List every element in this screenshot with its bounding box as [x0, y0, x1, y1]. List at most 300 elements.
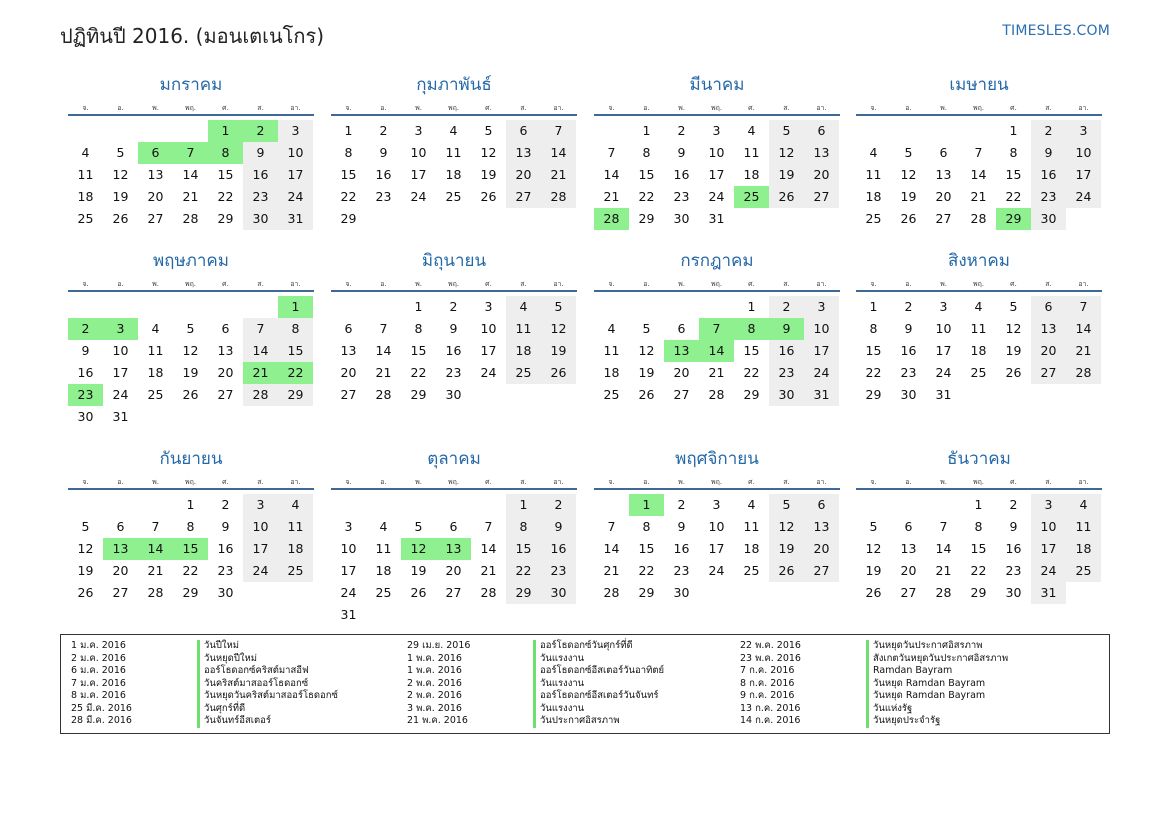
day-cell[interactable]: 9: [677, 145, 686, 160]
day-cell[interactable]: 27: [1031, 362, 1066, 384]
day-cell[interactable]: 15: [173, 538, 208, 560]
day-cell[interactable]: 3: [712, 123, 721, 138]
day-cell[interactable]: 24: [243, 560, 278, 582]
day-cell[interactable]: 16: [673, 541, 690, 556]
day-cell[interactable]: 7: [607, 519, 616, 534]
day-cell[interactable]: 23: [769, 362, 804, 384]
day-cell[interactable]: 27: [804, 186, 839, 208]
day-cell[interactable]: 8: [1009, 145, 1018, 160]
day-cell[interactable]: 9: [769, 318, 804, 340]
day-cell[interactable]: 29: [743, 387, 760, 402]
day-cell[interactable]: 14: [603, 167, 620, 182]
day-cell[interactable]: 16: [673, 167, 690, 182]
day-cell[interactable]: 8: [869, 321, 878, 336]
day-cell[interactable]: 21: [970, 189, 987, 204]
day-cell[interactable]: 17: [1066, 164, 1101, 186]
day-cell[interactable]: 1: [506, 494, 541, 516]
day-cell[interactable]: 6: [904, 519, 913, 534]
day-cell[interactable]: 16: [217, 541, 234, 556]
day-cell[interactable]: 13: [217, 343, 234, 358]
day-cell[interactable]: 19: [638, 365, 655, 380]
day-cell[interactable]: 2: [449, 299, 458, 314]
day-cell[interactable]: 13: [804, 516, 839, 538]
day-cell[interactable]: 30: [217, 585, 234, 600]
day-cell[interactable]: 8: [506, 516, 541, 538]
day-cell[interactable]: 3: [344, 519, 353, 534]
day-cell[interactable]: 6: [804, 494, 839, 516]
day-cell[interactable]: 1: [186, 497, 195, 512]
day-cell[interactable]: 1: [414, 299, 423, 314]
day-cell[interactable]: 9: [379, 145, 388, 160]
day-cell[interactable]: 9: [541, 516, 576, 538]
day-cell[interactable]: 18: [506, 340, 541, 362]
day-cell[interactable]: 25: [743, 563, 760, 578]
day-cell[interactable]: 29: [410, 387, 427, 402]
day-cell[interactable]: 7: [151, 519, 160, 534]
day-cell[interactable]: 26: [112, 211, 129, 226]
day-cell[interactable]: 13: [900, 541, 917, 556]
day-cell[interactable]: 1: [974, 497, 983, 512]
day-cell[interactable]: 4: [747, 497, 756, 512]
day-cell[interactable]: 10: [340, 541, 357, 556]
day-cell[interactable]: 11: [445, 145, 462, 160]
day-cell[interactable]: 23: [375, 189, 392, 204]
day-cell[interactable]: 16: [1005, 541, 1022, 556]
day-cell[interactable]: 31: [804, 384, 839, 406]
day-cell[interactable]: 20: [112, 563, 129, 578]
day-cell[interactable]: 12: [638, 343, 655, 358]
day-cell[interactable]: 25: [734, 186, 769, 208]
day-cell[interactable]: 16: [445, 343, 462, 358]
day-cell[interactable]: 2: [1009, 497, 1018, 512]
day-cell[interactable]: 24: [1066, 186, 1101, 208]
day-cell[interactable]: 6: [116, 519, 125, 534]
day-cell[interactable]: 23: [673, 563, 690, 578]
day-cell[interactable]: 21: [182, 189, 199, 204]
day-cell[interactable]: 24: [935, 365, 952, 380]
day-cell[interactable]: 4: [747, 123, 756, 138]
day-cell[interactable]: 11: [603, 343, 620, 358]
day-cell[interactable]: 26: [541, 362, 576, 384]
day-cell[interactable]: 4: [607, 321, 616, 336]
day-cell[interactable]: 5: [869, 519, 878, 534]
day-cell[interactable]: 23: [1005, 563, 1022, 578]
day-cell[interactable]: 21: [935, 563, 952, 578]
day-cell[interactable]: 27: [217, 387, 234, 402]
day-cell[interactable]: 15: [340, 167, 357, 182]
day-cell[interactable]: 28: [541, 186, 576, 208]
day-cell[interactable]: 12: [112, 167, 129, 182]
day-cell[interactable]: 6: [138, 142, 173, 164]
day-cell[interactable]: 20: [900, 563, 917, 578]
day-cell[interactable]: 13: [664, 340, 699, 362]
day-cell[interactable]: 9: [243, 142, 278, 164]
day-cell[interactable]: 28: [375, 387, 392, 402]
day-cell[interactable]: 19: [480, 167, 497, 182]
day-cell[interactable]: 16: [243, 164, 278, 186]
day-cell[interactable]: 24: [112, 387, 129, 402]
day-cell[interactable]: 18: [278, 538, 313, 560]
day-cell[interactable]: 4: [506, 296, 541, 318]
day-cell[interactable]: 29: [865, 387, 882, 402]
day-cell[interactable]: 21: [541, 164, 576, 186]
day-cell[interactable]: 16: [900, 343, 917, 358]
day-cell[interactable]: 11: [865, 167, 882, 182]
day-cell[interactable]: 25: [970, 365, 987, 380]
day-cell[interactable]: 9: [449, 321, 458, 336]
day-cell[interactable]: 20: [804, 164, 839, 186]
day-cell[interactable]: 31: [112, 409, 129, 424]
day-cell[interactable]: 22: [278, 362, 313, 384]
day-cell[interactable]: 20: [340, 365, 357, 380]
day-cell[interactable]: 26: [865, 585, 882, 600]
day-cell[interactable]: 29: [278, 384, 313, 406]
day-cell[interactable]: 20: [506, 164, 541, 186]
day-cell[interactable]: 12: [480, 145, 497, 160]
day-cell[interactable]: 29: [638, 211, 655, 226]
day-cell[interactable]: 21: [603, 563, 620, 578]
day-cell[interactable]: 6: [506, 120, 541, 142]
day-cell[interactable]: 15: [278, 340, 313, 362]
day-cell[interactable]: 9: [81, 343, 90, 358]
day-cell[interactable]: 27: [506, 186, 541, 208]
day-cell[interactable]: 31: [340, 607, 357, 622]
day-cell[interactable]: 28: [708, 387, 725, 402]
day-cell[interactable]: 4: [278, 494, 313, 516]
day-cell[interactable]: 14: [935, 541, 952, 556]
day-cell[interactable]: 4: [151, 321, 160, 336]
day-cell[interactable]: 17: [278, 164, 313, 186]
day-cell[interactable]: 13: [340, 343, 357, 358]
day-cell[interactable]: 5: [541, 296, 576, 318]
day-cell[interactable]: 26: [1005, 365, 1022, 380]
day-cell[interactable]: 23: [900, 365, 917, 380]
day-cell[interactable]: 15: [217, 167, 234, 182]
day-cell[interactable]: 7: [607, 145, 616, 160]
day-cell[interactable]: 11: [77, 167, 94, 182]
day-cell[interactable]: 18: [743, 541, 760, 556]
day-cell[interactable]: 5: [414, 519, 423, 534]
day-cell[interactable]: 14: [182, 167, 199, 182]
day-cell[interactable]: 17: [243, 538, 278, 560]
day-cell[interactable]: 14: [970, 167, 987, 182]
day-cell[interactable]: 21: [147, 563, 164, 578]
day-cell[interactable]: 28: [147, 585, 164, 600]
day-cell[interactable]: 2: [1031, 120, 1066, 142]
day-cell[interactable]: 11: [743, 145, 760, 160]
day-cell[interactable]: 7: [939, 519, 948, 534]
day-cell[interactable]: 21: [603, 189, 620, 204]
day-cell[interactable]: 17: [708, 541, 725, 556]
day-cell[interactable]: 29: [638, 585, 655, 600]
day-cell[interactable]: 5: [484, 123, 493, 138]
day-cell[interactable]: 6: [221, 321, 230, 336]
day-cell[interactable]: 7: [484, 519, 493, 534]
day-cell[interactable]: 27: [900, 585, 917, 600]
day-cell[interactable]: 22: [743, 365, 760, 380]
day-cell[interactable]: 10: [480, 321, 497, 336]
day-cell[interactable]: 21: [375, 365, 392, 380]
day-cell[interactable]: 14: [480, 541, 497, 556]
day-cell[interactable]: 13: [103, 538, 138, 560]
day-cell[interactable]: 31: [278, 208, 313, 230]
day-cell[interactable]: 28: [970, 211, 987, 226]
day-cell[interactable]: 17: [708, 167, 725, 182]
day-cell[interactable]: 13: [804, 142, 839, 164]
day-cell[interactable]: 22: [506, 560, 541, 582]
day-cell[interactable]: 20: [217, 365, 234, 380]
day-cell[interactable]: 9: [677, 519, 686, 534]
day-cell[interactable]: 18: [1066, 538, 1101, 560]
day-cell[interactable]: 7: [1066, 296, 1101, 318]
day-cell[interactable]: 1: [208, 120, 243, 142]
day-cell[interactable]: 5: [186, 321, 195, 336]
day-cell[interactable]: 17: [340, 563, 357, 578]
day-cell[interactable]: 2: [677, 123, 686, 138]
day-cell[interactable]: 10: [935, 321, 952, 336]
day-cell[interactable]: 19: [769, 538, 804, 560]
day-cell[interactable]: 8: [278, 318, 313, 340]
day-cell[interactable]: 27: [935, 211, 952, 226]
day-cell[interactable]: 10: [1066, 142, 1101, 164]
day-cell[interactable]: 2: [68, 318, 103, 340]
day-cell[interactable]: 29: [340, 211, 357, 226]
day-cell[interactable]: 10: [1031, 516, 1066, 538]
day-cell[interactable]: 27: [673, 387, 690, 402]
day-cell[interactable]: 13: [1031, 318, 1066, 340]
day-cell[interactable]: 22: [217, 189, 234, 204]
day-cell[interactable]: 7: [541, 120, 576, 142]
day-cell[interactable]: 9: [1031, 142, 1066, 164]
day-cell[interactable]: 3: [1031, 494, 1066, 516]
day-cell[interactable]: 16: [769, 340, 804, 362]
day-cell[interactable]: 18: [77, 189, 94, 204]
day-cell[interactable]: 18: [743, 167, 760, 182]
day-cell[interactable]: 27: [340, 387, 357, 402]
day-cell[interactable]: 2: [769, 296, 804, 318]
day-cell[interactable]: 6: [1031, 296, 1066, 318]
day-cell[interactable]: 14: [699, 340, 734, 362]
day-cell[interactable]: 26: [769, 560, 804, 582]
day-cell[interactable]: 15: [743, 343, 760, 358]
day-cell[interactable]: 13: [436, 538, 471, 560]
day-cell[interactable]: 8: [642, 519, 651, 534]
day-cell[interactable]: 12: [865, 541, 882, 556]
day-cell[interactable]: 4: [449, 123, 458, 138]
day-cell[interactable]: 19: [410, 563, 427, 578]
day-cell[interactable]: 14: [1066, 318, 1101, 340]
day-cell[interactable]: 30: [445, 387, 462, 402]
day-cell[interactable]: 10: [410, 145, 427, 160]
day-cell[interactable]: 6: [344, 321, 353, 336]
day-cell[interactable]: 2: [243, 120, 278, 142]
day-cell[interactable]: 10: [708, 145, 725, 160]
day-cell[interactable]: 30: [673, 211, 690, 226]
day-cell[interactable]: 28: [182, 211, 199, 226]
day-cell[interactable]: 2: [904, 299, 913, 314]
day-cell[interactable]: 15: [410, 343, 427, 358]
day-cell[interactable]: 4: [1066, 494, 1101, 516]
day-cell[interactable]: 24: [1031, 560, 1066, 582]
day-cell[interactable]: 18: [603, 365, 620, 380]
day-cell[interactable]: 5: [769, 120, 804, 142]
day-cell[interactable]: 21: [480, 563, 497, 578]
day-cell[interactable]: 17: [935, 343, 952, 358]
day-cell[interactable]: 25: [278, 560, 313, 582]
day-cell[interactable]: 27: [147, 211, 164, 226]
day-cell[interactable]: 1: [869, 299, 878, 314]
day-cell[interactable]: 22: [638, 563, 655, 578]
day-cell[interactable]: 10: [278, 142, 313, 164]
day-cell[interactable]: 3: [278, 120, 313, 142]
day-cell[interactable]: 8: [208, 142, 243, 164]
day-cell[interactable]: 5: [769, 494, 804, 516]
day-cell[interactable]: 13: [935, 167, 952, 182]
day-cell[interactable]: 10: [112, 343, 129, 358]
day-cell[interactable]: 29: [996, 208, 1031, 230]
day-cell[interactable]: 24: [340, 585, 357, 600]
day-cell[interactable]: 3: [414, 123, 423, 138]
day-cell[interactable]: 6: [677, 321, 686, 336]
day-cell[interactable]: 16: [541, 538, 576, 560]
day-cell[interactable]: 29: [970, 585, 987, 600]
day-cell[interactable]: 29: [182, 585, 199, 600]
day-cell[interactable]: 13: [506, 142, 541, 164]
day-cell[interactable]: 26: [900, 211, 917, 226]
day-cell[interactable]: 12: [541, 318, 576, 340]
day-cell[interactable]: 16: [1031, 164, 1066, 186]
day-cell[interactable]: 22: [410, 365, 427, 380]
day-cell[interactable]: 7: [173, 142, 208, 164]
day-cell[interactable]: 15: [1005, 167, 1022, 182]
day-cell[interactable]: 30: [673, 585, 690, 600]
day-cell[interactable]: 25: [375, 585, 392, 600]
day-cell[interactable]: 19: [182, 365, 199, 380]
day-cell[interactable]: 30: [1005, 585, 1022, 600]
day-cell[interactable]: 2: [221, 497, 230, 512]
day-cell[interactable]: 9: [904, 321, 913, 336]
day-cell[interactable]: 26: [77, 585, 94, 600]
day-cell[interactable]: 23: [541, 560, 576, 582]
day-cell[interactable]: 19: [900, 189, 917, 204]
day-cell[interactable]: 9: [1009, 519, 1018, 534]
day-cell[interactable]: 11: [743, 519, 760, 534]
day-cell[interactable]: 19: [112, 189, 129, 204]
day-cell[interactable]: 20: [673, 365, 690, 380]
day-cell[interactable]: 6: [804, 120, 839, 142]
day-cell[interactable]: 28: [243, 384, 278, 406]
day-cell[interactable]: 25: [603, 387, 620, 402]
day-cell[interactable]: 12: [77, 541, 94, 556]
day-cell[interactable]: 18: [147, 365, 164, 380]
day-cell[interactable]: 24: [708, 563, 725, 578]
day-cell[interactable]: 23: [1031, 186, 1066, 208]
day-cell[interactable]: 15: [638, 541, 655, 556]
day-cell[interactable]: 5: [1009, 299, 1018, 314]
day-cell[interactable]: 3: [243, 494, 278, 516]
day-cell[interactable]: 12: [900, 167, 917, 182]
day-cell[interactable]: 23: [217, 563, 234, 578]
day-cell[interactable]: 12: [1005, 321, 1022, 336]
day-cell[interactable]: 12: [769, 516, 804, 538]
day-cell[interactable]: 7: [379, 321, 388, 336]
day-cell[interactable]: 1: [1009, 123, 1018, 138]
day-cell[interactable]: 15: [970, 541, 987, 556]
day-cell[interactable]: 30: [900, 387, 917, 402]
day-cell[interactable]: 12: [769, 142, 804, 164]
day-cell[interactable]: 1: [344, 123, 353, 138]
day-cell[interactable]: 22: [1005, 189, 1022, 204]
day-cell[interactable]: 2: [541, 494, 576, 516]
day-cell[interactable]: 18: [865, 189, 882, 204]
day-cell[interactable]: 28: [480, 585, 497, 600]
day-cell[interactable]: 26: [638, 387, 655, 402]
day-cell[interactable]: 23: [673, 189, 690, 204]
day-cell[interactable]: 11: [375, 541, 392, 556]
day-cell[interactable]: 10: [804, 318, 839, 340]
day-cell[interactable]: 6: [449, 519, 458, 534]
day-cell[interactable]: 25: [445, 189, 462, 204]
day-cell[interactable]: 3: [103, 318, 138, 340]
day-cell[interactable]: 3: [484, 299, 493, 314]
day-cell[interactable]: 22: [182, 563, 199, 578]
day-cell[interactable]: 30: [77, 409, 94, 424]
day-cell[interactable]: 28: [603, 585, 620, 600]
day-cell[interactable]: 30: [1031, 208, 1066, 230]
day-cell[interactable]: 23: [68, 384, 103, 406]
day-cell[interactable]: 22: [638, 189, 655, 204]
day-cell[interactable]: 4: [869, 145, 878, 160]
day-cell[interactable]: 5: [116, 145, 125, 160]
day-cell[interactable]: 8: [344, 145, 353, 160]
day-cell[interactable]: 24: [708, 189, 725, 204]
day-cell[interactable]: 27: [804, 560, 839, 582]
day-cell[interactable]: 20: [1031, 340, 1066, 362]
site-brand-link[interactable]: TIMESLES.COM: [1002, 23, 1110, 39]
day-cell[interactable]: 16: [375, 167, 392, 182]
day-cell[interactable]: 19: [1005, 343, 1022, 358]
day-cell[interactable]: 21: [243, 362, 278, 384]
day-cell[interactable]: 23: [445, 365, 462, 380]
day-cell[interactable]: 20: [804, 538, 839, 560]
day-cell[interactable]: 18: [375, 563, 392, 578]
day-cell[interactable]: 17: [804, 340, 839, 362]
day-cell[interactable]: 21: [708, 365, 725, 380]
day-cell[interactable]: 30: [769, 384, 804, 406]
day-cell[interactable]: 3: [712, 497, 721, 512]
day-cell[interactable]: 8: [974, 519, 983, 534]
day-cell[interactable]: 3: [804, 296, 839, 318]
day-cell[interactable]: 5: [904, 145, 913, 160]
day-cell[interactable]: 28: [594, 208, 629, 230]
day-cell[interactable]: 25: [1066, 560, 1101, 582]
day-cell[interactable]: 2: [379, 123, 388, 138]
day-cell[interactable]: 18: [445, 167, 462, 182]
day-cell[interactable]: 25: [147, 387, 164, 402]
day-cell[interactable]: 15: [506, 538, 541, 560]
day-cell[interactable]: 20: [445, 563, 462, 578]
day-cell[interactable]: 9: [221, 519, 230, 534]
day-cell[interactable]: 21: [1066, 340, 1101, 362]
day-cell[interactable]: 26: [480, 189, 497, 204]
day-cell[interactable]: 7: [974, 145, 983, 160]
day-cell[interactable]: 20: [935, 189, 952, 204]
day-cell[interactable]: 30: [243, 208, 278, 230]
day-cell[interactable]: 7: [243, 318, 278, 340]
day-cell[interactable]: 15: [865, 343, 882, 358]
day-cell[interactable]: 7: [699, 318, 734, 340]
day-cell[interactable]: 14: [138, 538, 173, 560]
